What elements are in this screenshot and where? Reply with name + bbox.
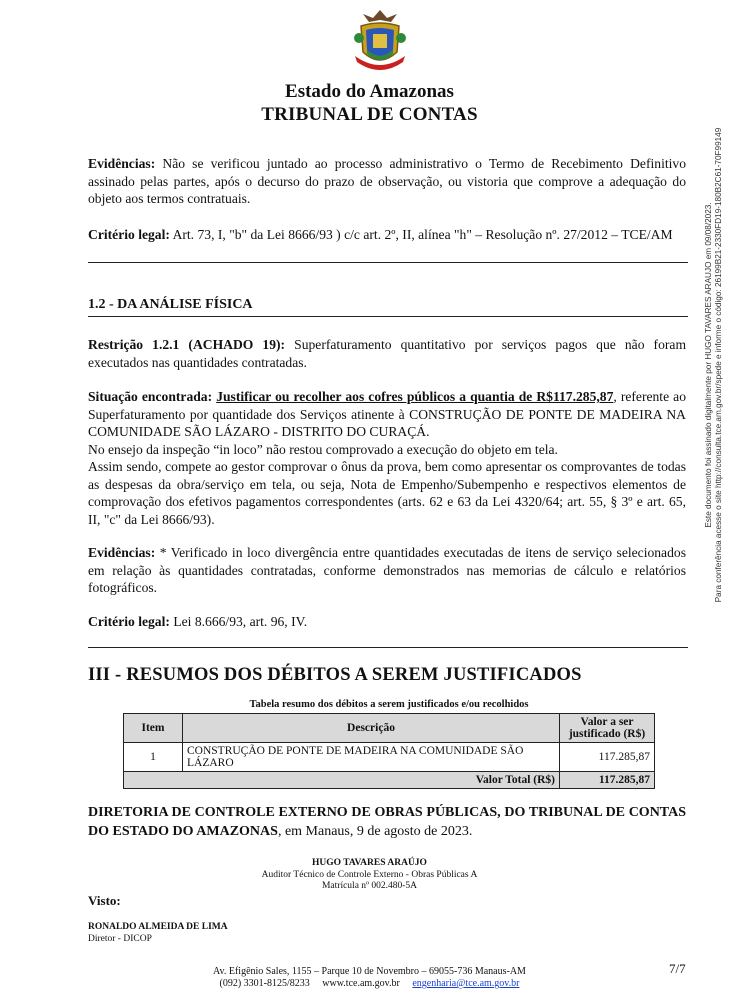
header-item: Item	[124, 714, 183, 743]
footer-email-link[interactable]: engenharia@tce.am.gov.br	[412, 978, 520, 989]
signer-2-block	[88, 922, 228, 945]
tribunal-name: TRIBUNAL DE CONTAS	[261, 104, 478, 125]
evidencias-text: Não se verificou juntado ao processo administrativo o Termo de Recebimento Definitivo assinado pelas partes, após o decurso do prazo de observação, ou vistoria que comprove a adequação do objeto aos termos contratuais.	[88, 156, 686, 206]
situacao-line-3: Assim sendo, compete ao gestor comprovar o ônus da prova, bem como apresentar os comprovantes de todas as despesas da obra/serviço em tela, ou seja, Nota de Empenho/Subempenho e respectivos elementos de comprovação dos efetivos pagamentos correspondentes (arts. 62 e 63 da Lei 4320/64; art. 55, § 3º e art. 65, II, "c" da Lei 8666/93).	[88, 459, 686, 527]
divider	[88, 262, 688, 263]
section-title-1-2: 1.2 - DA ANÁLISE FÍSICA	[88, 297, 253, 312]
restricao-paragraph	[88, 336, 686, 371]
section-underline	[88, 316, 688, 317]
visto-label: Visto:	[88, 893, 121, 908]
state-name: Estado do Amazonas	[285, 81, 454, 102]
criterio-label-2: Critério legal:	[88, 614, 170, 629]
stamp-line-2: Para conferência acesse o site http://consulta.tce.am.gov.br/spede e informe o código: 26199B21-2330FD19-180B2C61-70F99149	[714, 127, 723, 603]
evidencias-paragraph-2	[88, 544, 686, 597]
closing-paragraph	[88, 803, 686, 841]
stamp-line-1: Este documento foi assinado digitalmente por HUGO TAVARES ARAUJO em 09/08/2023.	[704, 202, 713, 528]
header-descricao: Descrição	[183, 714, 560, 743]
total-label: Valor Total (R$)	[124, 772, 560, 789]
evidencias-paragraph-1	[88, 155, 686, 208]
restricao-text: Superfaturamento quantitativo por serviços pagos que não foram executados nas quantidades contratadas.	[88, 337, 687, 370]
divider-2	[88, 647, 688, 648]
footer-address: Av. Efigênio Sales, 1155 – Parque 10 de Novembro – 69055-736 Manaus-AM	[213, 966, 526, 977]
table-row	[124, 743, 655, 772]
situacao-label: Situação encontrada:	[88, 389, 213, 404]
cell-descricao: CONSTRUÇÃO DE PONTE DE MADEIRA NA COMUNIDADE SÃO LÁZARO	[183, 743, 560, 772]
total-value: 117.285,87	[560, 772, 655, 789]
signer-2-role: Diretor - DICOP	[88, 933, 152, 944]
restricao-label: Restrição 1.2.1 (ACHADO 19):	[88, 337, 286, 352]
debitos-table	[123, 713, 655, 789]
closing-bold: DIRETORIA DE CONTROLE EXTERNO DE OBRAS PÚBLICAS, DO TRIBUNAL DE CONTAS DO ESTADO DO AMAZONAS	[88, 805, 686, 839]
evidencias-label: Evidências:	[88, 156, 156, 171]
footer-contacts	[0, 978, 739, 990]
situacao-line-2: No ensejo da inspeção “in loco” não restou comprovado a execução do objeto em tela.	[88, 442, 558, 457]
criterio-text: Art. 73, I, "b" da Lei 8666/93 ) c/c art. 2º, II, alínea "h" – Resolução nº. 27/2012 – TCE/AM	[172, 227, 673, 242]
page-number: 7/7	[669, 961, 686, 976]
table-caption: Tabela resumo dos débitos a serem justificados e/ou recolhidos	[249, 699, 529, 710]
cell-valor: 117.285,87	[560, 743, 655, 772]
evidencias-text-2: * Verificado in loco divergência entre quantidades executadas de itens de serviço selecionados em relação às quantidades contratadas, conforme demonstrados nas memorias de cálculo e relatórios fotográficos.	[88, 545, 686, 595]
situacao-paragraph	[88, 388, 686, 441]
header-valor: Valor a ser justificado (R$)	[560, 714, 655, 743]
closing-rest: , em Manaus, 9 de agosto de 2023.	[277, 824, 473, 839]
section-title-III: III - RESUMOS DOS DÉBITOS A SEREM JUSTIFICADOS	[88, 665, 582, 685]
situacao-rest-text: , referente ao Superfaturamento por quantidade dos Serviços atinente à CONSTRUÇÃO DE PONTE DE MADEIRA NA COMUNIDADE SÃO LÁZARO - DISTRITO DO CURAÇÁ.	[88, 389, 686, 439]
evidencias-label-2: Evidências:	[88, 545, 156, 560]
criterio-legal-paragraph-1	[88, 226, 686, 244]
cell-item: 1	[124, 743, 183, 772]
signer-1-role: Auditor Técnico de Controle Externo - Obras Públicas A	[261, 869, 478, 880]
signer-1-name: HUGO TAVARES ARAÚJO	[312, 858, 427, 868]
digital-signature-stamp	[704, 20, 724, 710]
criterio-text-2: Lei 8.666/93, art. 96, IV.	[173, 614, 308, 629]
table-header-row	[124, 714, 655, 743]
signer-1-block	[0, 858, 739, 893]
signer-1-matricula: Matrícula nº 002.480-5A	[321, 881, 418, 891]
table-total-row	[124, 772, 655, 789]
criterio-label: Critério legal:	[88, 227, 170, 242]
criterio-legal-paragraph-2	[88, 613, 686, 631]
situacao-amount-text: Justificar ou recolher aos cofres públicos a quantia de R$117.285,87	[216, 389, 614, 404]
footer-phone-site: (092) 3301-8125/8233 www.tce.am.gov.br	[219, 978, 413, 989]
amazonas-coat-of-arms-icon	[349, 8, 411, 76]
signer-2-name: RONALDO ALMEIDA DE LIMA	[88, 922, 228, 932]
